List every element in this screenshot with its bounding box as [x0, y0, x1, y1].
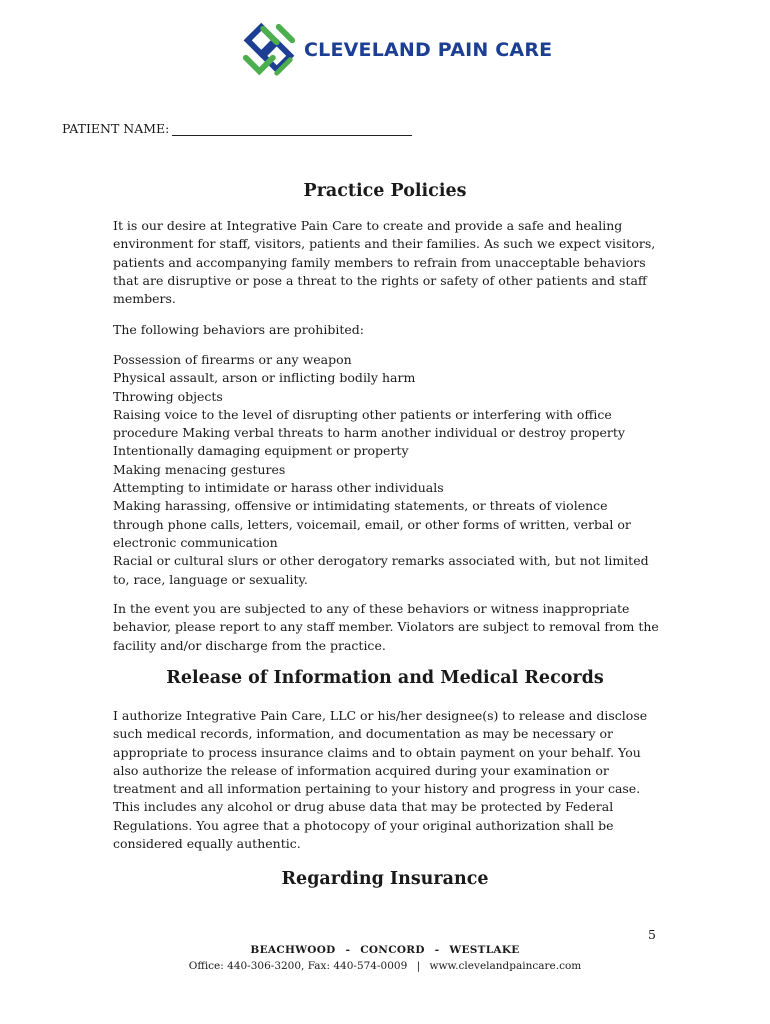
list-item: Physical assault, arson or inflicting bodily harm	[113, 370, 416, 386]
section-title-regarding-insurance: Regarding Insurance	[281, 869, 489, 889]
prohibited-lead: The following behaviors are prohibited:	[113, 322, 364, 337]
patient-name-field	[62, 121, 412, 136]
footer-locations	[0, 944, 770, 956]
list-item: to, race, language or sexuality.	[113, 571, 308, 587]
policy-closing-paragraph: In the event you are subjected to any of these behaviors or witness inappropriate behavior, please report to any staff member. Violators are subject to removal from the facility and/or discharge from the practice.	[113, 601, 659, 653]
brand-logo	[240, 20, 553, 80]
location-beachwood: BEACHWOOD	[250, 944, 336, 956]
location-concord: CONCORD	[360, 944, 425, 956]
list-item: Making harassing, offensive or intimidating statements, or threats of violence	[113, 498, 608, 514]
list-item: Attempting to intimidate or harass other individuals	[113, 480, 444, 496]
location-separator: -	[345, 944, 351, 956]
footer-divider: |	[416, 960, 421, 972]
brand-name: CLEVELAND PAIN CARE	[304, 39, 553, 61]
list-item: electronic communication	[113, 534, 278, 550]
interlocking-knot-logo-icon	[240, 21, 298, 79]
list-item: procedure Making verbal threats to harm another individual or destroy property	[113, 425, 625, 441]
list-item: Raising voice to the level of disrupting other patients or interfering with office	[113, 406, 612, 422]
policy-intro-paragraph: It is our desire at Integrative Pain Care to create and provide a safe and healing environment for staff, visitors, patients and their families. As such we expect visitors, patients and accompanying family members to refrain from unacceptable behaviors that are disruptive or pose a threat to the rights or safety of other patients and staff members.	[113, 218, 656, 307]
website-link[interactable]: www.clevelandpaincare.com	[429, 960, 582, 972]
prohibited-behaviors-list	[113, 351, 661, 589]
location-separator: -	[434, 944, 440, 956]
section-title-practice-policies: Practice Policies	[303, 181, 467, 201]
list-item: Making menacing gestures	[113, 461, 286, 477]
list-item: Racial or cultural slurs or other derogatory remarks associated with, but not limited	[113, 553, 649, 569]
list-item: Possession of firearms or any weapon	[113, 352, 352, 367]
patient-name-blank-line[interactable]	[172, 123, 412, 136]
patient-name-label: PATIENT NAME:	[62, 121, 170, 136]
release-paragraph: I authorize Integrative Pain Care, LLC or his/her designee(s) to release and disclose such medical records, information, and documentation as may be necessary or appropriate to process insurance claims and to obtain payment on your behalf. You also authorize the release of information acquired during your examination or treatment and all information pertaining to your history and progress in your case. This includes any alcohol or drug abuse data that may be protected by Federal Regulations. You agree that a photocopy of your original authorization shall be considered equally authentic.	[113, 708, 648, 852]
page-number: 5	[648, 927, 656, 942]
location-westlake: WESTLAKE	[449, 944, 520, 956]
footer-contact	[0, 960, 770, 972]
list-item: Throwing objects	[113, 388, 223, 404]
list-item: Intentionally damaging equipment or property	[113, 443, 409, 459]
office-fax-numbers: Office: 440-306-3200, Fax: 440-574-0009	[188, 960, 408, 972]
list-item: through phone calls, letters, voicemail, email, or other forms of written, verbal or	[113, 516, 631, 532]
section-title-release-of-information: Release of Information and Medical Records	[166, 668, 604, 688]
